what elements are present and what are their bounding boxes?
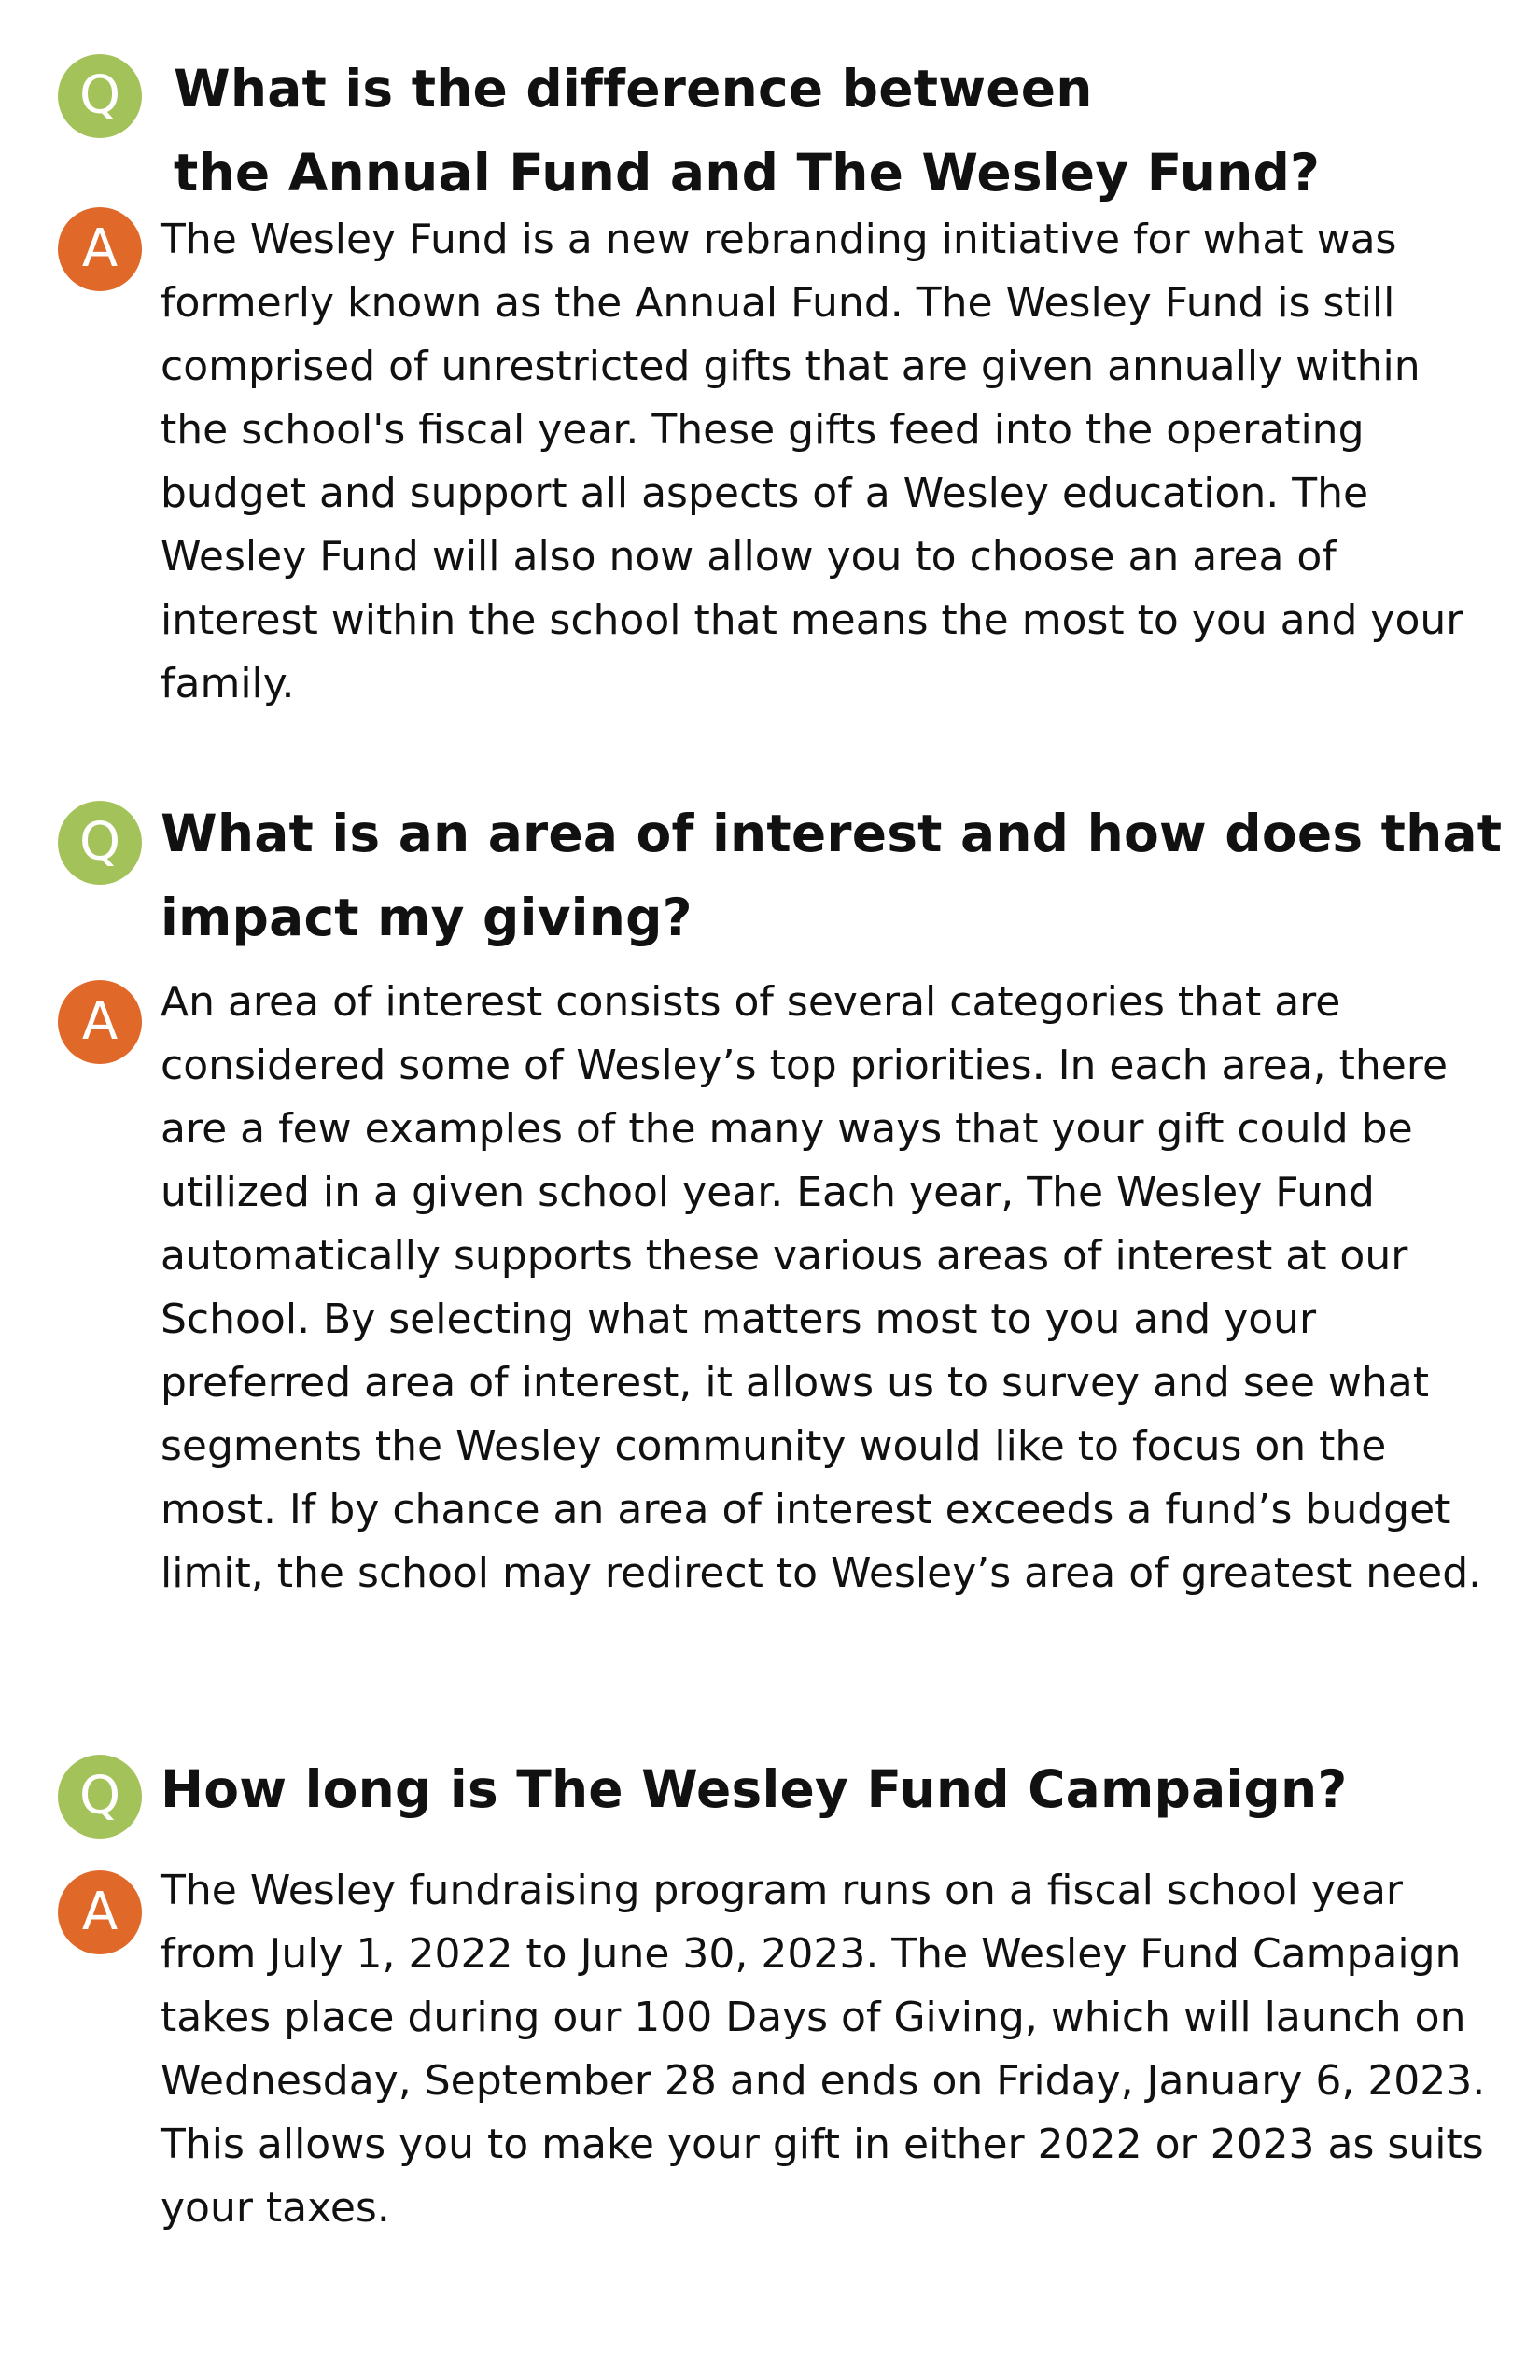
question-title bbox=[161, 791, 1502, 959]
answer-line: from July 1, 2022 to June 30, 2023. The Wesley Fund Campaign bbox=[161, 1930, 1462, 1978]
answer-line: utilized in a given school year. Each year, The Wesley Fund bbox=[161, 1169, 1375, 1216]
answer-line: the school's fiscal year. These gifts feed into the operating bbox=[161, 406, 1365, 454]
question-line: the Annual Fund and The Wesley Fund? bbox=[174, 143, 1321, 203]
question-badge-icon bbox=[58, 54, 142, 138]
answer-line: This allows you to make your gift in either 2022 or 2023 as suits bbox=[161, 2121, 1484, 2168]
answer-line: Wednesday, September 28 and ends on Friday, January 6, 2023. bbox=[161, 2057, 1486, 2105]
answer-text bbox=[161, 1859, 1505, 2240]
question-line: What is an area of interest and how does that bbox=[161, 804, 1503, 863]
answer-line: budget and support all aspects of a Wesley education. The bbox=[161, 469, 1369, 517]
answer-line: The Wesley fundraising program runs on a fiscal school year bbox=[161, 1867, 1404, 1914]
answer-line: takes place during our 100 Days of Giving, which will launch on bbox=[161, 1994, 1466, 2041]
question-badge-letter: Q bbox=[78, 1766, 121, 1827]
answer-line: preferred area of interest, it allows us to survey and see what bbox=[161, 1359, 1429, 1407]
answer-badge-letter: A bbox=[81, 218, 119, 279]
answer-line: comprised of unrestricted gifts that are given annually within bbox=[161, 343, 1421, 390]
answer-line: considered some of Wesley’s top priorities. In each area, there bbox=[161, 1042, 1449, 1089]
question-title bbox=[174, 47, 1320, 215]
answer-line: School. By selecting what matters most to you and your bbox=[161, 1295, 1317, 1343]
answer-line: limit, the school may redirect to Wesley’s area of greatest need. bbox=[161, 1549, 1482, 1597]
answer-line: Wesley Fund will also now allow you to choose an area of bbox=[161, 533, 1337, 581]
question-title bbox=[161, 1747, 1347, 1831]
answer-text bbox=[161, 208, 1505, 716]
answer-line: interest within the school that means the most to you and your bbox=[161, 596, 1463, 644]
answer-line: segments the Wesley community would like to focus on the bbox=[161, 1422, 1387, 1470]
answer-text bbox=[161, 971, 1505, 1605]
question-line: What is the difference between bbox=[174, 59, 1093, 119]
answer-line: automatically supports these various areas of interest at our bbox=[161, 1232, 1408, 1280]
question-line: impact my giving? bbox=[161, 888, 693, 947]
answer-badge-letter: A bbox=[81, 991, 119, 1052]
answer-line: are a few examples of the many ways that your gift could be bbox=[161, 1105, 1413, 1153]
answer-badge-icon bbox=[58, 1870, 142, 1954]
answer-line: An area of interest consists of several categories that are bbox=[161, 978, 1341, 1026]
answer-line: family. bbox=[161, 660, 295, 707]
answer-badge-icon bbox=[58, 980, 142, 1064]
question-badge-letter: Q bbox=[78, 65, 121, 126]
answer-line: most. If by chance an area of interest exceeds a fund’s budget bbox=[161, 1486, 1451, 1533]
answer-line: your taxes. bbox=[161, 2184, 390, 2232]
answer-badge-icon bbox=[58, 207, 142, 291]
answer-badge-letter: A bbox=[81, 1882, 119, 1942]
question-line: How long is The Wesley Fund Campaign? bbox=[161, 1759, 1348, 1819]
question-badge-icon bbox=[58, 1755, 142, 1839]
answer-line: The Wesley Fund is a new rebranding initiative for what was bbox=[161, 216, 1397, 263]
question-badge-icon bbox=[58, 801, 142, 885]
answer-line: formerly known as the Annual Fund. The Wesley Fund is still bbox=[161, 279, 1395, 327]
question-badge-letter: Q bbox=[78, 812, 121, 873]
